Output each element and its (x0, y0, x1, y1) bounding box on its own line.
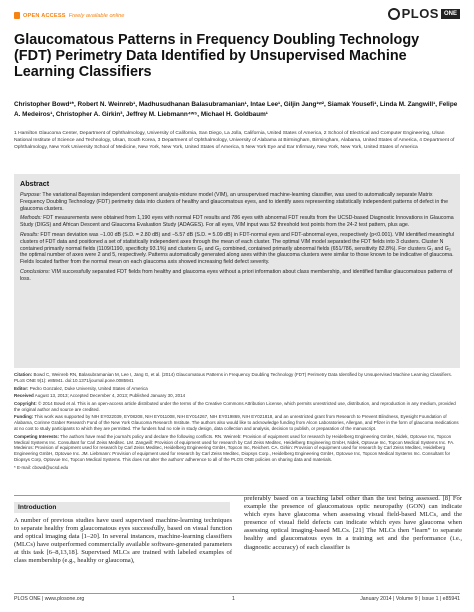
funding-text: This work was supported by NIH EY022039, EY08208, NIH EY011008, NIH EY014267, NIH EY019869, NIH EY021818, and an unrestricted grant from Research to Prevent Blindness, Eyesight Foundation of Alabama, Corinne Graber Research Fund of the New York Glaucoma Research Institute. The authors also would like to acknowledge funding from Alcon Laboratories, Allergan, and Pfizer in the form of glaucoma medications at no cost to study participants to which they are permitted. The funders had no role in study design, data collection and analysis, decision to publish, or preparation of the manuscript. (14, 414, 459, 431)
purpose-text: The variational Bayesian independent component analysis-mixture model (VIM), an unsupervised machine-learning classifier, was used to automatically separate Matrix Frequency Doubling Technology (FDT) perimetry data into clusters of healthy and glaucomatous eyes, and to identify axes representing statistically independent patterns of defect in the glaucoma clusters. (20, 192, 449, 212)
footer-journal: PLOS ONE | www.plosone.org (14, 596, 85, 602)
dates-label: Received (14, 393, 34, 399)
journal-subname: ONE (441, 9, 460, 19)
journal-logo (388, 6, 460, 21)
copyright-text: © 2014 Bowd et al. This is an open-access article distributed under the terms of the Creative Commons Attribution License, which permits unrestricted use, distribution, and reproduction in any medium, provided the original author and source are credited. (14, 400, 456, 412)
editor-label: Editor: (14, 385, 29, 391)
page-number: 1 (232, 596, 235, 602)
dates (14, 393, 460, 399)
copyright (14, 401, 460, 413)
editor-text: Pedro Gonzalez, Duke University, United States of America (28, 385, 148, 391)
author-list: Christopher Bowd¹*, Robert N. Weinreb¹, Madhusudhanan Balasubramanian¹, Intae Lee¹, Giljin Jang¹ʷ², Siamak Yousefi¹, Linda M. Zangwill¹, Felipe A. Medeiros¹, Christopher A. Girkin³, Jeffrey M. Liebmann⁴ʷ⁵, Michael H. Goldbaum¹ (14, 101, 458, 118)
copyright-label: Copyright: (14, 400, 37, 406)
introduction-right-column: preferably based on a teaching label other than the test being assessed. [8] For example the presence of glaucomatous optic neuropathy (GON) can indicate which eyes have glaucoma when assessing visual field-based MLCs, and the presence of visual field defects can indicate which eyes have glaucoma when assessing optical imaging-based MLCs. [21] The MLCs then “learn” to separate healthy and glaucomatous eyes in a training set and the performance (i.e., diagnostic accuracy) of each classifier is (244, 495, 462, 551)
citation (14, 372, 460, 384)
email-link[interactable]: cbowd@ucsd.edu (31, 464, 69, 470)
footer-issue: January 2014 | Volume 9 | Issue 1 | e85941 (360, 596, 460, 602)
dates-text: August 13, 2013; Accepted December 4, 2013; Published January 30, 2014 (33, 393, 186, 399)
funding (14, 414, 460, 432)
freely-available-label: Freely available online (68, 12, 125, 19)
citation-label: Citation: (14, 372, 33, 377)
results-label: Results: (20, 231, 39, 238)
purpose-label: Purpose: (20, 192, 42, 198)
abstract-purpose (20, 192, 454, 212)
abstract-heading: Abstract (20, 179, 50, 188)
competing-text: The authors have read the journal's policy and declare the following conflicts. RN. Weinreb: Provision of equipment used for research by Heidelberg Engineering GmbH, Nidek, Optovue Inc, Topcon Medical Systems Inc. Consultant for Carl Zeiss Meditec. LM. Zangwill: Provision of equipment used for research by Carl Zeiss Meditec, Heidelberg Engineering GmbH, Nidek, Optovue Inc, Topcon Medical Systems Inc. FA. Medeiros: Provision of equipment used for research by Carl Zeiss Meditec, Heidelberg Engineering GmbH, Topcon Inc, Reichert. CA. Girkin: Provision of equipment used for research by Carl Zeiss Meditec, Heidelberg Engineering GmbH, Optovue Inc. JM. Liebmann: Provision of equipment used for research by Carl Zeiss Meditec, Diopsys Corp., Heidelberg Engineering GmbH, Optovue Inc, Topcon Medical Systems Inc. Consultant for Diopsys Corp, Optovue Inc, Topcon Medical Systems. This does not alter the authors' adherence to all of the PLOS ONE policies on sharing data and materials. (14, 433, 455, 463)
open-access-label: OPEN ACCESS (23, 12, 66, 19)
competing-interests (14, 434, 460, 464)
open-access-banner (14, 12, 124, 19)
plos-circle-icon (388, 8, 400, 20)
journal-name: PLOS (401, 6, 439, 21)
article-metadata (14, 372, 460, 472)
editor (14, 386, 460, 392)
introduction-heading: Introduction (14, 502, 230, 513)
email-label: * E-mail: (14, 464, 32, 470)
article-title: Glaucomatous Patterns in Frequency Doubling Technology (FDT) Perimetry Data Identified by Unsupervised Machine Learning Classifiers (14, 32, 420, 80)
email (14, 465, 460, 471)
abstract-box (14, 174, 460, 368)
introduction-left-column: A number of previous studies have used supervised machine-learning techniques to separate healthy from glaucomatous eyes successfully, based on visual function and optical imaging data [1–20]. In several instances, machine-learning classifiers (MLCs) have outperformed commercially available software-generated parameters at this task [6–8,13,18]. Supervised MLCs are trained with labeled examples of class membership (e.g., healthy or glaucoma), (14, 517, 232, 565)
conclusions-label: Conclusions: (20, 268, 51, 275)
funding-label: Funding: (14, 414, 34, 420)
citation-text: Bowd C, Weinreb RN, Balasubramanian M, Lee I, Jang G, et al. (2014) Glaucomatous Patterns in Frequency Doubling Technology (FDT) Perimetry Data Identified by Unsupervised Machine Learning Classifiers. PLoS ONE 9(1): e85941. doi:10.1371/journal.pone.0085941 (14, 372, 453, 383)
results-text: FDT mean deviation was −1.00 dB (S.D. = 2.80 dB) and −5.57 dB (S.D. = 5.09 dB) in FDT-normal eyes and FDT-abnormal eyes, respectively (p<0.001). VIM identified meaningful clusters of FDT data and positioned a set of statistically independent axes through the mean of each cluster. The optimal VIM model separated the FDT fields into 3 clusters. Cluster N contained primarily normal fields (1109/1190, specificity 93.1%) and clusters G₁ and G₂ combined, contained primarily abnormal fields (651/786, sensitivity 82.8%). For clusters G₁ and G₂ the optimal number of axes were 2 and 5, respectively. Patterns automatically generated along axes within the glaucoma clusters were similar to those known to be indicative of glaucoma. Fields located farther from the normal mean on each glaucoma axis showed increasing field defect severity. (20, 231, 454, 266)
abstract-results (20, 232, 454, 266)
methods-text: FDT measurements were obtained from 1,190 eyes with normal FDT results and 786 eyes with abnormal FDT results from the UCSD-based Diagnostic Innovations in Glaucoma Study (DIGS) and African Descent and Glaucoma Evaluation Study (ADAGES). For all eyes, VIM input was 52 threshold test points from the 24-2 test pattern, plus age. (20, 215, 454, 229)
methods-label: Methods: (20, 215, 42, 222)
abstract-conclusions (20, 269, 454, 283)
footer-divider (14, 593, 460, 594)
conclusions-text: VIM successfully separated FDT fields from healthy and glaucoma eyes without a priori information about class membership, and identified familiar glaucomatous patterns of loss. (20, 268, 453, 282)
open-access-lock-icon (14, 12, 20, 19)
page-header (14, 6, 460, 26)
competing-label: Competing Interests: (14, 433, 60, 439)
abstract-methods (20, 215, 454, 229)
affiliations: 1 Hamilton Glaucoma Center, Department of Ophthalmology, University of California, San Diego, La Jolla, California, United States of America, 2 School of Electrical and Computer Engineering, Ulsan National Institute of Science and Technology, Ulsan, South Korea, 3 Department of Ophthalmology, University of Alabama at Birmingham, Birmingham, Alabama, United States of America, 4 Department of Ophthalmology, New York University School of Medicine, New York, New York, United States of America, 5 New York Eye and Ear Infirmary, New York, New York, United States of America (14, 131, 455, 151)
